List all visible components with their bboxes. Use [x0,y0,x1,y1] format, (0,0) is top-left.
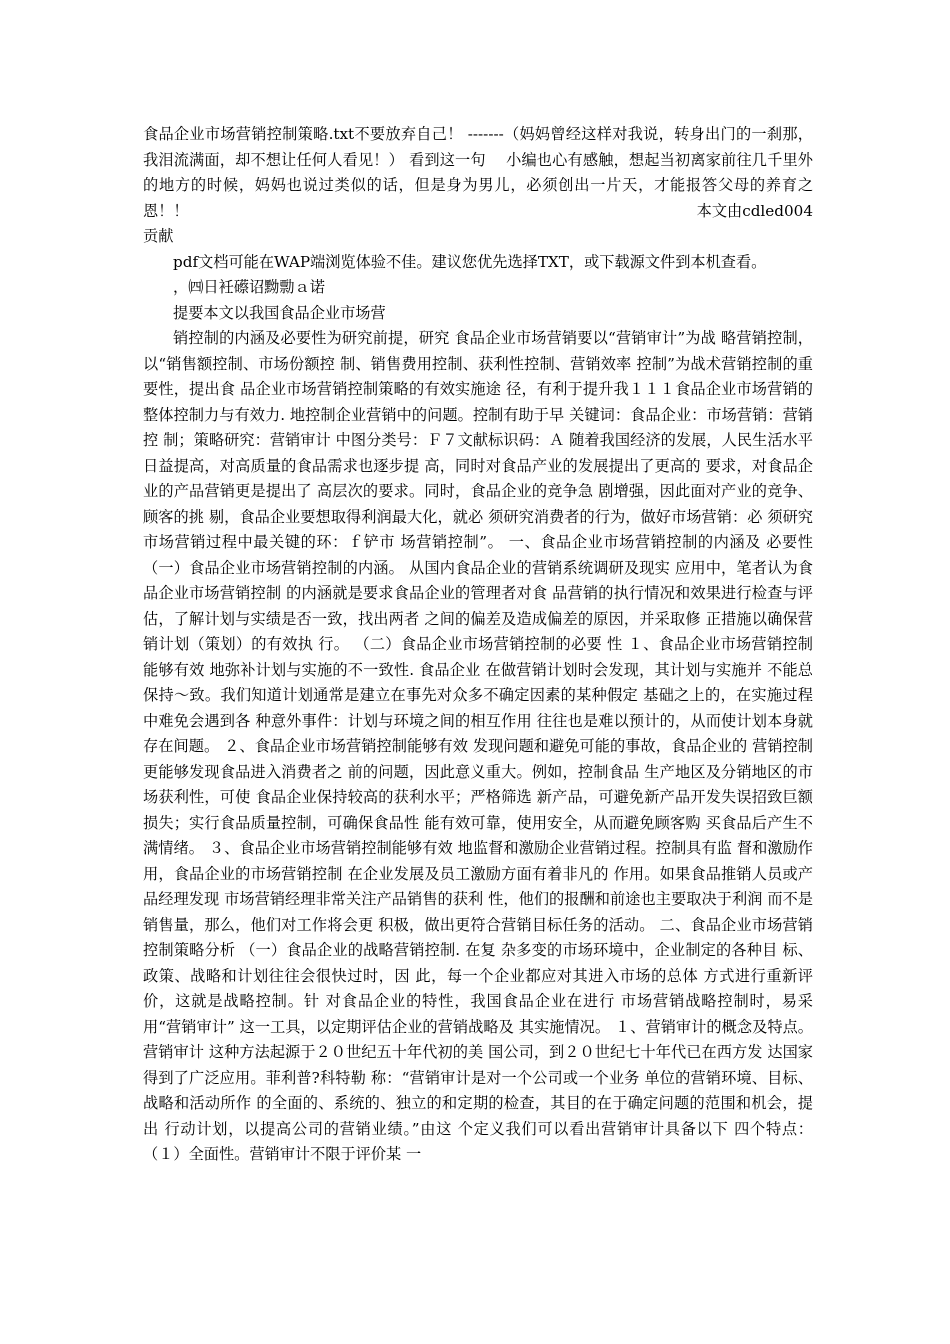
document-page [143,122,813,1168]
credit-line: 本文由cdled004 [696,201,813,220]
abstract-heading: 提要本文以我国食品企业市场营 [173,303,386,322]
intro-text: 食品企业市场营销控制策略.txt不要放弃自己！ -------（妈妈曾经这样对我说，转身出门的一刹那，我泪流满面，却不想让任何人看见！） 看到这一句 小编也心有感触，想起当初离家前往几千里外的地方的时候，妈妈也说过类似的话，但是身为男儿，必须创出一片天，才能报答父母的养育之恩！！ [143,125,813,220]
body-paragraph: 销控制的内涵及必要性为研究前提，研究 食品企业市场营销要以“营销审计”为战 略营销控制，以“销售额控制、市场份额控 制、销售费用控制、获利性控制、营销效率 控制”为战术营销控制的重要性，提出食 品企业市场营销控制策略的有效实施途 径，有利于提升我１１１食品企业市场营销的 整体控制力与有效力. 地控制企业营销中的问题。控制有助于早 关键词：食品企业：市场营销：营销控 制；策略研究：营销审计 中图分类号：Ｆ７文献标识码：Ａ 随着我国经济的发展，人民生活水平 日益提高，对高质量的食品需求也逐步提 高，同时对食品产业的发展提出了更高的 要求，对食品企业的产品营销更是提出了 高层次的要求。同时，食品企业的竞争急 剧增强，因此面对产业的竞争、顾客的挑 剔，食品企业要想取得利润最大化，就必 须研究消费者的行为，做好市场营销：必 须研究市场营销过程中最关键的环：ｆ铲市 场营销控制”。 一、食品企业市场营销控制的内涵及 必要性 （一）食品企业市场营销控制的内涵。 从国内食品企业的营销系统调研及现实 应用中，笔者认为食品企业市场营销控制 的内涵就是要求食品企业的管理者对食 品营销的执行情况和效果进行检查与评 估，了解计划与实绩是否一致，找出两者 之间的偏差及造成偏差的原因，并采取修 正措施以确保营销计划（策划）的有效执 行。 （二）食品企业市场营销控制的必要 性 １、食品企业市场营销控制能够有效 地弥补计划与实施的不一致性. 食品企业 在做营销计划时会发现，其计划与实施并 不能总保持～致。我们知道计划通常是建立在事先对众多不确定因素的某种假定 基础之上的，在实施过程中难免会遇到各 种意外事件：计划与环境之间的相互作用 往往也是难以预计的，从而使计划本身就 存在间题。 ２、食品企业市场营销控制能够有效 发现问题和避免可能的事故，食品企业的 营销控制更能够发现食品进入消费者之 前的问题，因此意义重大。例如，控制食品 生产地区及分销地区的市场获利性，可使 食品企业保持较高的获利水平；严格筛选 新产品，可避免新产品开发失误招致巨额 损失；实行食品质量控制，可确保食品性 能有效可靠，使用安全，从而避免顾客购 买食品后产生不满情绪。 ３、食品企业市场营销控制能够有效 地监督和激励企业营销过程。控制具有监 督和激励作用，食品企业的市场营销控制 在企业发展及员工激励方面有着非凡的 作用。如果食品推销人员或产品经理发现 市场营销经理非常关注产品销售的获利 性，他们的报酬和前途也主要取决于利润 而不是销售量，那么，他们对工作将会更 积极，做出更符合营销目标任务的活动。 二、食品企业市场营销控制策略分析 （一）食品企业的战略营销控制. 在复 杂多变的市场环境中，企业制定的各种目 标、政策、战略和计划往往会很快过时，因 此，每一个企业都应对其进入市场的总体 方式进行重新评价，这就是战略控制。针 对食品企业的特性，我国食品企业在进行 市场营销战略控制时，易采用“营销审计” 这一工具，以定期评估企业的营销战略及 其实施情况。 １、营销审计的概念及特点。营销审计 这种方法起源于２０世纪五十年代初的美 国公司，到２０世纪七十年代已在西方发 达国家得到了广泛应用。菲利普?科特勒 称：“营销审计是对一个公司或一个业务 单位的营销环境、目标、战略和活动所作 的全面的、系统的、独立的和定期的检查，其目的在于确定问题的范围和机会，提出 行动计划，以提高公司的营销业绩。”由这 个定义我们可以看出营销审计具备以下 四个特点： （１）全面性。营销审计不限于评价某 一 [143,329,813,1163]
intro-paragraph [143,122,813,224]
format-notice: pdf文档可能在WAP端浏览体验不佳。建议您优先选择TXT，或下载源文件到本机查看。 [173,252,767,271]
garbled-line: ，㈣日衽礤诏黝勡ａ诺 [173,278,325,296]
credit-tail: 贡献 [143,227,174,245]
